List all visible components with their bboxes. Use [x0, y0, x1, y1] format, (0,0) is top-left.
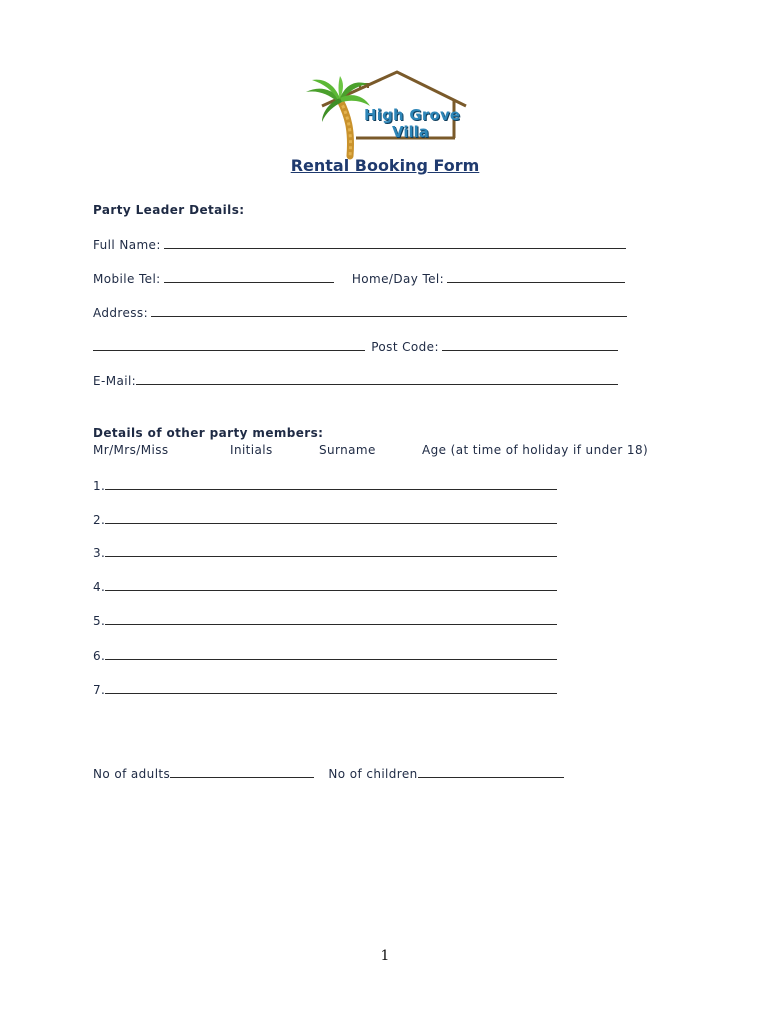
address-line2-field[interactable]: [93, 339, 365, 351]
mobile-tel-field[interactable]: [164, 271, 334, 283]
column-initials: Initials: [230, 443, 273, 457]
member-row-field[interactable]: [105, 682, 557, 694]
party-leader-heading: Party Leader Details:: [93, 203, 245, 217]
member-row-number: 2.: [93, 513, 106, 527]
member-row-field[interactable]: [105, 512, 557, 524]
other-members-heading: Details of other party members:: [93, 426, 324, 440]
home-tel-label: Home/Day Tel:: [351, 272, 445, 286]
form-title: Rental Booking Form: [290, 156, 480, 175]
address-row: [93, 305, 627, 320]
member-row-number: 4.: [93, 580, 106, 594]
member-row-number: 3.: [93, 546, 106, 560]
email-row: [93, 373, 618, 388]
member-row: [93, 682, 557, 697]
address-field[interactable]: [151, 305, 627, 317]
member-row: [93, 648, 557, 663]
adults-field[interactable]: [170, 766, 314, 778]
page-number: 1: [380, 948, 390, 964]
logo-text-line2: Villa: [392, 123, 429, 141]
home-tel-field[interactable]: [447, 271, 625, 283]
address-postcode-row: [93, 339, 618, 354]
member-row-field[interactable]: [105, 648, 557, 660]
column-surname: Surname: [319, 443, 376, 457]
counts-row: [93, 766, 564, 781]
postcode-label: Post Code:: [371, 340, 439, 354]
member-row-number: 1.: [93, 479, 106, 493]
mobile-tel-label: Mobile Tel:: [93, 272, 161, 286]
member-row-number: 6.: [93, 649, 106, 663]
member-row-field[interactable]: [105, 579, 557, 591]
phone-row: [93, 271, 625, 286]
column-age: Age (at time of holiday if under 18): [422, 443, 649, 457]
postcode-field[interactable]: [442, 339, 618, 351]
member-row: [93, 579, 557, 594]
member-row-field[interactable]: [105, 545, 557, 557]
email-label: E-Mail:: [93, 374, 137, 388]
full-name-label: Full Name:: [93, 238, 161, 252]
member-row-number: 5.: [93, 614, 106, 628]
email-field[interactable]: [136, 373, 618, 385]
full-name-field[interactable]: [164, 237, 626, 249]
address-label: Address:: [93, 306, 149, 320]
member-row-field[interactable]: [105, 613, 557, 625]
children-label: No of children: [328, 767, 418, 781]
logo-text-line1: High Grove: [364, 106, 461, 124]
member-row: [93, 478, 557, 493]
children-field[interactable]: [418, 766, 564, 778]
member-row: [93, 512, 557, 527]
member-row: [93, 545, 557, 560]
high-grove-villa-logo: [300, 68, 470, 160]
column-title: Mr/Mrs/Miss: [93, 443, 169, 457]
adults-label: No of adults: [93, 767, 171, 781]
member-row-number: 7.: [93, 683, 106, 697]
member-row: [93, 613, 557, 628]
member-row-field[interactable]: [105, 478, 557, 490]
full-name-row: [93, 237, 626, 252]
